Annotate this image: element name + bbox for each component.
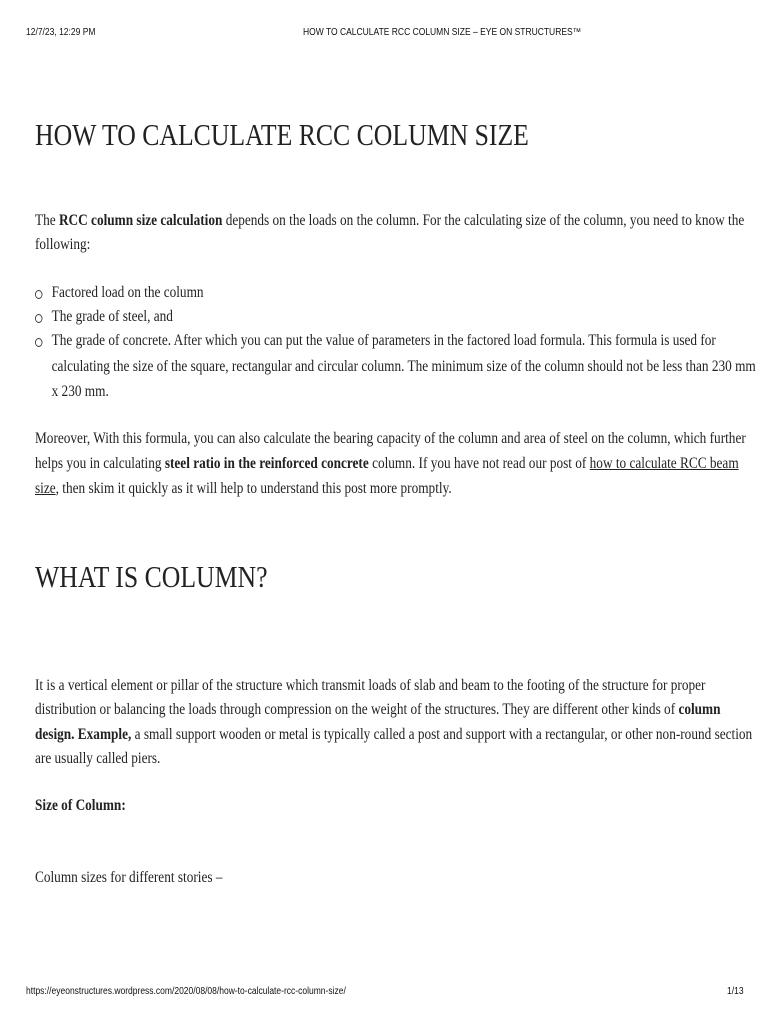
- size-heading: Size of Column:: [35, 797, 126, 814]
- intro-line: [35, 212, 744, 230]
- para-line: are usually called piers.: [35, 750, 161, 767]
- section-title: WHAT IS COLUMN?: [35, 559, 268, 594]
- rcc-beam-link-cont[interactable]: size: [35, 480, 56, 497]
- sizes-intro: Column sizes for different stories –: [35, 869, 223, 886]
- bullet-icon: [35, 314, 42, 323]
- para-line: [35, 726, 752, 744]
- print-page-title: HOW TO CALCULATE RCC COLUMN SIZE – EYE ON STRUCTURES™: [303, 27, 582, 38]
- list-item: The grade of concrete. After which you can put the value of parameters in the factored load formula. This formula is used for: [51, 332, 716, 349]
- rcc-beam-link[interactable]: how to calculate RCC beam: [589, 455, 739, 472]
- list-item: The grade of steel, and: [51, 308, 173, 325]
- page-url: https://eyeonstructures.wordpress.com/2020/08/08/how-to-calculate-rcc-column-size/: [26, 986, 346, 997]
- print-datetime: 12/7/23, 12:29 PM: [26, 27, 96, 38]
- text: , then skim it quickly as it will help to understand this post more promptly.: [55, 480, 452, 497]
- bold-text: design. Example,: [35, 726, 132, 743]
- text: The: [35, 212, 59, 229]
- bold-text: column: [678, 701, 721, 718]
- para-line: [35, 455, 739, 473]
- para-line: It is a vertical element or pillar of the structure which transmit loads of slab and beam to the footing of the structure for proper: [35, 677, 706, 694]
- para-line: Moreover, With this formula, you can also calculate the bearing capacity of the column and area of steel on the column, which further: [35, 430, 746, 447]
- para-line: [35, 480, 452, 498]
- intro-line: following:: [35, 236, 91, 253]
- text: helps you in calculating: [35, 455, 165, 472]
- list-item: Factored load on the column: [51, 284, 204, 301]
- bullet-icon: [35, 338, 42, 347]
- para-line: [35, 701, 721, 719]
- article-title: HOW TO CALCULATE RCC COLUMN SIZE: [35, 117, 529, 152]
- bullet-icon: [35, 290, 42, 299]
- list-item-cont: x 230 mm.: [51, 383, 109, 400]
- list-item-cont: calculating the size of the square, rectangular and circular column. The minimum size of the column should not be less than 230 mm: [51, 358, 756, 375]
- text: distribution or balancing the loads through compression on the weight of the structures. They are different other kinds of: [35, 701, 679, 718]
- bold-text: RCC column size calculation: [58, 212, 223, 229]
- page-number: 1/13: [727, 986, 744, 997]
- text: depends on the loads on the column. For the calculating size of the column, you need to know the: [222, 212, 745, 229]
- text: a small support wooden or metal is typically called a post and support with a rectangular, or other non-round section: [131, 726, 753, 743]
- text: column. If you have not read our post of: [368, 455, 590, 472]
- bold-text: steel ratio in the reinforced concrete: [164, 455, 369, 472]
